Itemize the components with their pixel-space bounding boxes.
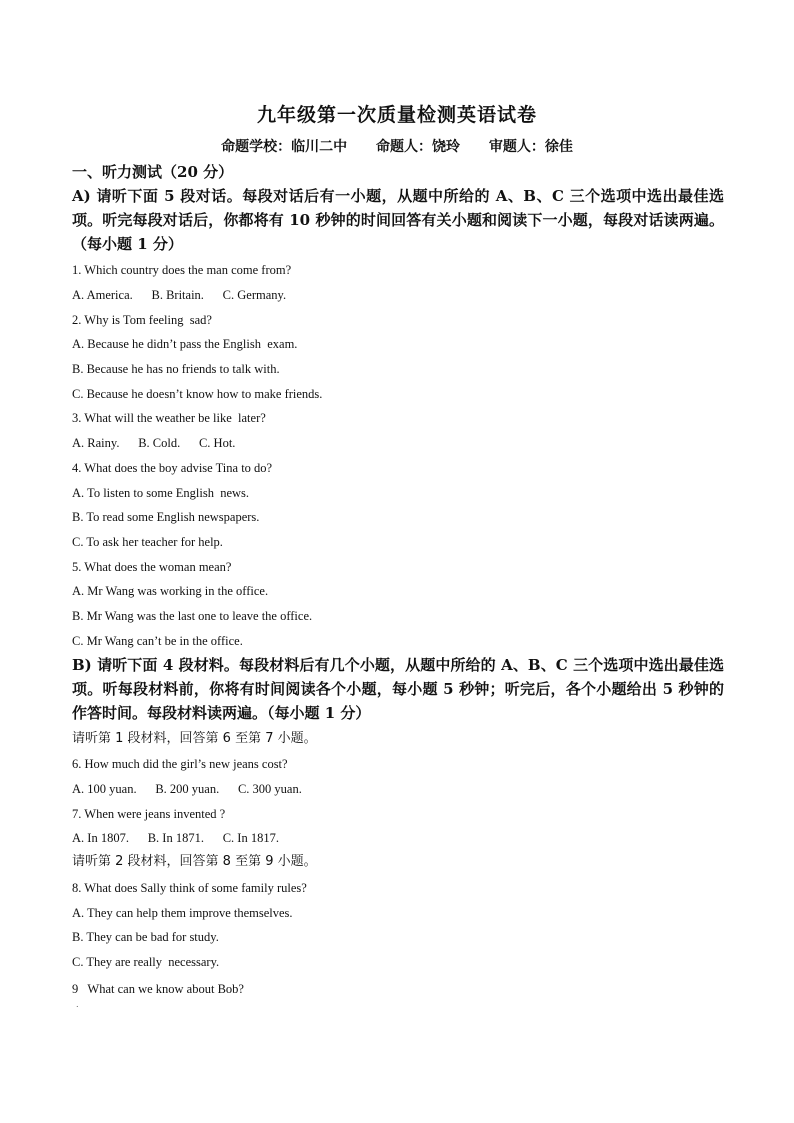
question-line: 8. What does Sally think of some family rules? xyxy=(72,881,307,895)
part-a-instructions: A) 请听下面 5 段对话。每段对话后有一小题，从题中所给的 A、B、C 三个选项中选出最佳选项。听完每段对话后，你都将有 10 秒钟的时间回答有关小题和阅读下一小题，每段对话读两遍。（每小题 1 分） xyxy=(72,187,724,253)
question-line: 1. Which country does the man come from? xyxy=(72,263,292,277)
option-line: A. America. B. Britain. C. Germany. xyxy=(72,288,287,302)
school-label: 命题学校：临川二中 xyxy=(221,139,348,155)
option-line: B. Because he has no friends to talk with. xyxy=(72,362,280,376)
question-line: 4. What does the boy advise Tina to do? xyxy=(72,461,273,475)
material-note: 请听第 2 段材料，回答第 8 至第 9 小题。 xyxy=(72,854,317,869)
reviewer-label: 审题人：徐佳 xyxy=(488,139,573,155)
option-line: B. Mr Wang was the last one to leave the office. xyxy=(72,609,313,623)
option-line: C. Mr Wang can’t be in the office. xyxy=(72,634,243,648)
option-line: C. To ask her teacher for help. xyxy=(72,535,223,549)
page-title: 九年级第一次质量检测英语试卷 xyxy=(256,104,537,126)
question-line: 2. Why is Tom feeling sad? xyxy=(72,313,212,327)
option-line: B. To read some English newspapers. xyxy=(72,510,260,524)
part-b-instructions: B) 请听下面 4 段材料。每段材料后有几个小题，从题中所给的 A、B、C 三个选项中选出最佳选项。听每段材料前，你将有时间阅读各个小题，每小题 5 秒钟；听完后，各个小题给出 5 秒钟的作答时间。每段材料读两遍。（每小题 1 分） xyxy=(72,656,724,722)
option-line: C. They are really necessary. xyxy=(72,955,220,969)
question-line: 7. When were jeans invented ? xyxy=(72,807,226,821)
material-note: 请听第 1 段材料，回答第 6 至第 7 小题。 xyxy=(72,731,317,746)
option-line: A. To listen to some English news. xyxy=(72,486,250,500)
option-line: A. Because he didn’t pass the English exam. xyxy=(72,337,298,351)
question-line: 9 What can we know about Bob? xyxy=(72,982,244,996)
option-line: B. They can be bad for study. xyxy=(72,930,219,944)
question-line: 5. What does the woman mean? xyxy=(72,560,232,574)
stray-mark: . xyxy=(76,1000,79,1009)
option-line: A. Mr Wang was working in the office. xyxy=(72,584,269,598)
question-line: 6. How much did the girl’s new jeans cost? xyxy=(72,757,288,771)
setter-label: 命题人：饶玲 xyxy=(376,139,460,155)
option-line: A. They can help them improve themselves. xyxy=(72,906,293,920)
option-line: A. 100 yuan. B. 200 yuan. C. 300 yuan. xyxy=(72,782,302,796)
option-line: C. Because he doesn’t know how to make friends. xyxy=(72,387,323,401)
question-line: 3. What will the weather be like later? xyxy=(72,411,266,425)
exam-meta xyxy=(0,136,794,156)
section-heading: 一、听力测试（20 分） xyxy=(72,163,234,181)
option-line: A. In 1807. B. In 1871. C. In 1817. xyxy=(72,831,279,845)
option-line: A. Rainy. B. Cold. C. Hot. xyxy=(72,436,236,450)
